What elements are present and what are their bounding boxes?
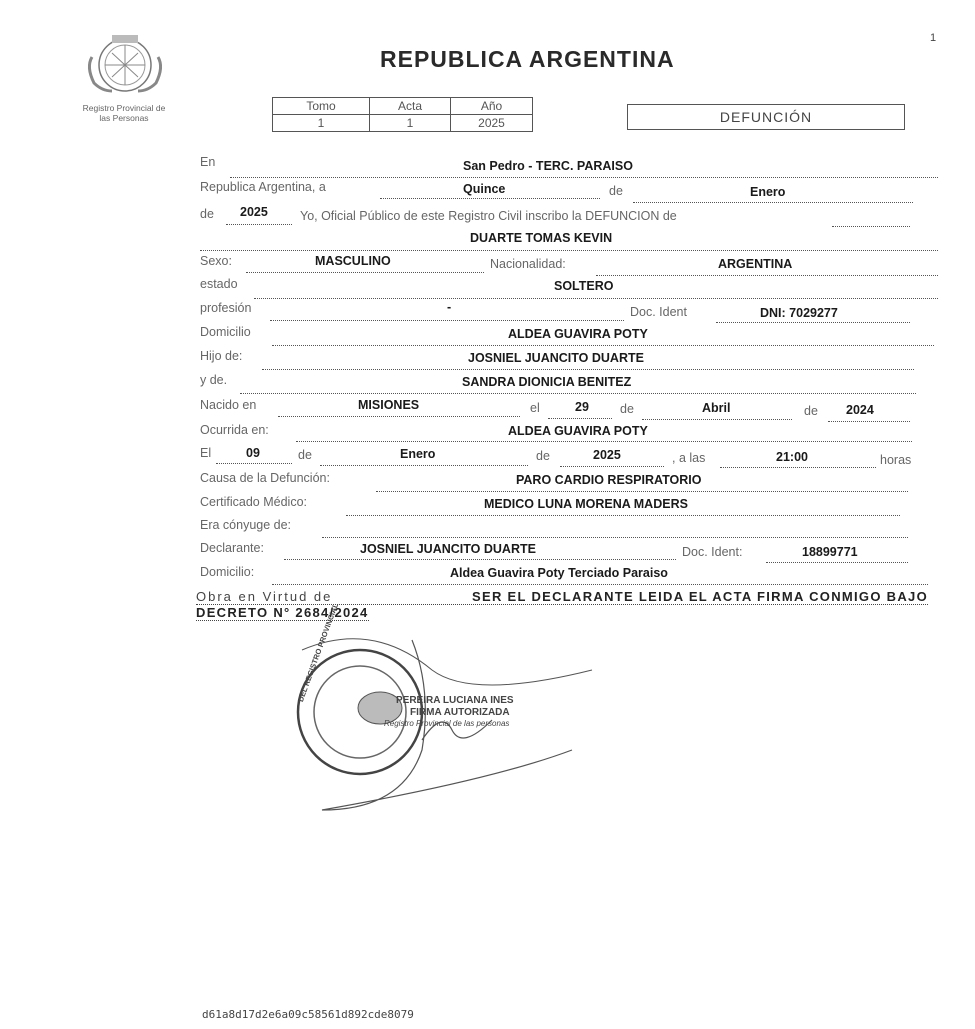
label-declarante: Declarante: — [200, 541, 264, 555]
label-de-nac-2: de — [804, 404, 818, 418]
label-de-def-2: de — [536, 449, 550, 463]
value-profesion: - — [447, 300, 452, 314]
agency-caption: Registro Provincial de las Personas — [82, 103, 166, 123]
value-def-anio: 2025 — [593, 448, 621, 462]
label-doc-ident-2: Doc. Ident: — [682, 545, 743, 559]
value-obra-2: DECRETO N° 2684/2024 — [196, 605, 369, 620]
value-domicilio-2: Aldea Guavira Poty Terciado Paraiso — [450, 566, 668, 580]
value-def-dia: 09 — [246, 446, 260, 460]
label-de-1: de — [609, 184, 623, 198]
label-horas: horas — [880, 453, 912, 467]
value-nac-dia: 29 — [575, 400, 589, 414]
tomo-value: 1 — [273, 115, 370, 132]
line-doc — [716, 322, 910, 323]
line-estado — [254, 298, 938, 299]
value-estado: SOLTERO — [554, 279, 614, 293]
line-declarante-doc — [766, 562, 908, 563]
value-anio: 2025 — [240, 205, 268, 219]
stamp-official-name: PEREIRA LUCIANA INES — [396, 695, 514, 706]
line-nombre — [200, 250, 938, 251]
label-de-2: de — [200, 207, 214, 221]
value-nombre: DUARTE TOMAS KEVIN — [470, 231, 613, 245]
value-hora: 21:00 — [776, 450, 808, 464]
value-lugar: San Pedro - TERC. PARAISO — [463, 159, 633, 173]
value-declarante: JOSNIEL JUANCITO DUARTE — [360, 542, 536, 556]
label-profesion: profesión — [200, 301, 252, 315]
line-hora — [720, 467, 876, 468]
value-doc: DNI: 7029277 — [760, 306, 838, 320]
line-madre — [240, 393, 916, 394]
line-conyuge — [322, 537, 908, 538]
line-def-mes — [320, 465, 528, 466]
label-conyuge: Era cónyuge de: — [200, 518, 292, 532]
label-en: En — [200, 155, 216, 169]
label-de-def: de — [298, 448, 312, 462]
value-certificado: MEDICO LUNA MORENA MADERS — [484, 497, 688, 511]
registry-table — [272, 97, 533, 132]
label-y-de: y de. — [200, 373, 228, 387]
line-domicilio — [272, 345, 934, 346]
label-republica: Republica Argentina, a — [200, 180, 326, 194]
label-el: El — [200, 446, 212, 460]
value-nacido: MISIONES — [358, 398, 420, 412]
label-de-nac: de — [620, 402, 634, 416]
value-sexo: MASCULINO — [315, 254, 391, 268]
tomo-label: Tomo — [273, 98, 370, 115]
line-causa — [376, 491, 908, 492]
line-padre — [262, 369, 914, 370]
line-def-anio — [560, 466, 664, 467]
record-type-box: DEFUNCIÓN — [627, 104, 905, 130]
value-obra-1: SER EL DECLARANTE LEIDA EL ACTA FIRMA CONMIGO BAJO — [472, 589, 928, 604]
value-causa: PARO CARDIO RESPIRATORIO — [516, 473, 702, 487]
label-domicilio: Domicilio — [200, 325, 251, 339]
value-dia: Quince — [463, 182, 506, 196]
provincial-crest-logo — [82, 27, 168, 99]
line-certificado — [346, 515, 900, 516]
label-certificado: Certificado Médico: — [200, 495, 307, 509]
line-domicilio-2 — [272, 584, 928, 585]
line-def-dia — [216, 463, 292, 464]
label-el-nac: el — [530, 401, 540, 415]
line-dia — [380, 198, 600, 199]
line-ocurrida — [296, 441, 912, 442]
label-doc-ident: Doc. Ident — [630, 305, 687, 319]
label-a-las: , a las — [672, 451, 706, 465]
value-nacionalidad: ARGENTINA — [718, 257, 793, 271]
label-nacionalidad: Nacionalidad: — [490, 257, 566, 271]
line-nac-anio — [828, 421, 910, 422]
document-hash: d61a8d17d2e6a09c58561d892cde8079 — [202, 1008, 414, 1021]
value-def-mes: Enero — [400, 447, 436, 461]
line-oficial-end — [832, 226, 910, 227]
stamp-agency: Registro Provincial de las personas — [384, 719, 510, 728]
value-ocurrida: ALDEA GUAVIRA POTY — [508, 424, 648, 438]
line-lugar — [230, 177, 938, 178]
line-nacionalidad — [596, 275, 938, 276]
line-mes — [633, 202, 913, 203]
line-nacido — [278, 416, 520, 417]
seal-ring-text: DEL REGISTRO PROVINCIAL — [296, 601, 341, 704]
label-hijo: Hijo de: — [200, 349, 243, 363]
value-mes: Enero — [750, 185, 786, 199]
acta-label: Acta — [370, 98, 451, 115]
value-nac-anio: 2024 — [846, 403, 874, 417]
line-nac-mes — [642, 419, 792, 420]
value-madre: SANDRA DIONICIA BENITEZ — [462, 375, 632, 389]
label-estado: estado — [200, 277, 238, 291]
label-oficial: Yo, Oficial Público de este Registro Civil inscribo la DEFUNCION de — [300, 209, 677, 223]
acta-value: 1 — [370, 115, 451, 132]
label-obra: Obra en Virtud de — [196, 589, 333, 604]
stamp-role: FIRMA AUTORIZADA — [410, 707, 510, 718]
label-nacido: Nacido en — [200, 398, 257, 412]
label-sexo: Sexo: — [200, 254, 232, 268]
anio-value: 2025 — [451, 115, 533, 132]
line-anio — [226, 224, 292, 225]
value-declarante-doc: 18899771 — [802, 545, 858, 559]
value-domicilio: ALDEA GUAVIRA POTY — [508, 327, 648, 341]
anio-label: Año — [451, 98, 533, 115]
document-title: REPUBLICA ARGENTINA — [380, 46, 675, 72]
line-declarante — [284, 559, 676, 560]
label-domicilio-2: Domicilio: — [200, 565, 255, 579]
page-number: 1 — [930, 32, 937, 44]
value-nac-mes: Abril — [702, 401, 731, 415]
label-ocurrida: Ocurrida en: — [200, 423, 269, 437]
value-padre: JOSNIEL JUANCITO DUARTE — [468, 351, 644, 365]
line-profesion — [270, 320, 624, 321]
line-nac-dia — [548, 418, 612, 419]
line-sexo — [246, 272, 484, 273]
label-causa: Causa de la Defunción: — [200, 471, 330, 485]
